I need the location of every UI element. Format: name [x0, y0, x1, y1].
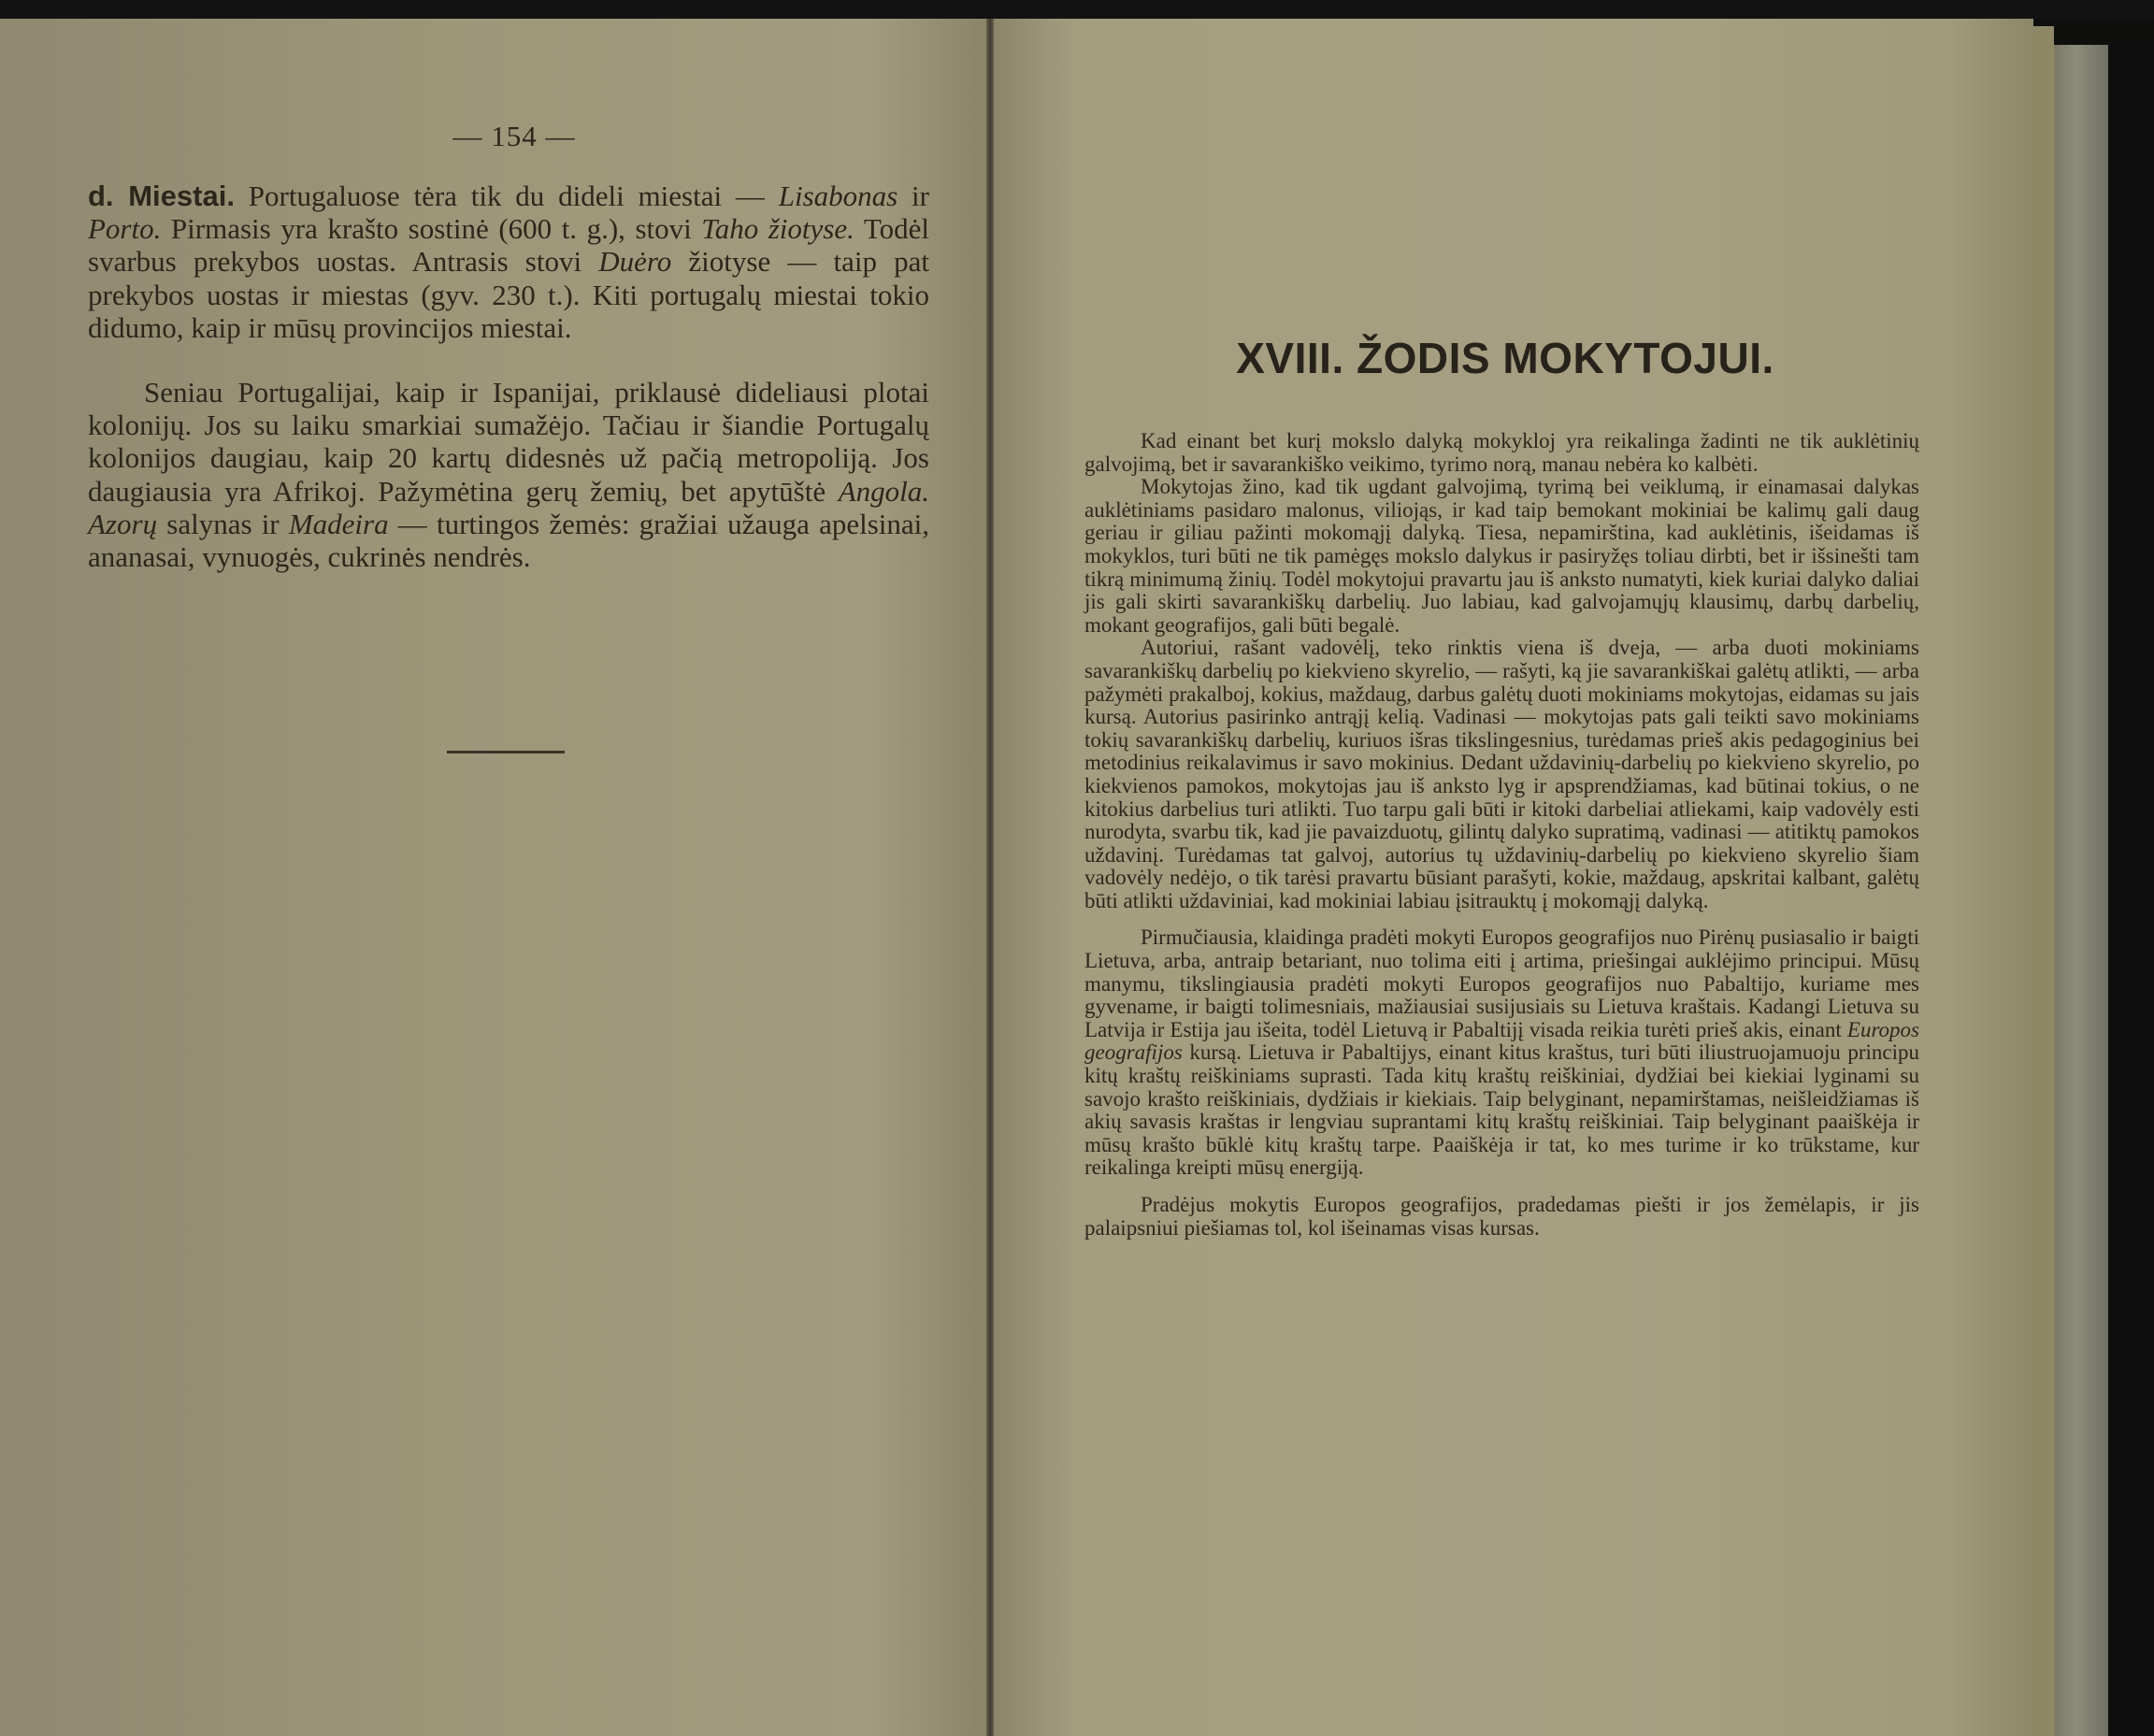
paragraph: Mokytojas žino, kad tik ugdant galvojimą, tyrimą bei veiklumą, ir einamasai dalykas auklėtiniams pasidaro malonus, viliojąs, ir kad taip bemokant mokiniai be kalimų gali daug geriau ir giliau pažinti mokomąjį dalyką. Tiesa, nepamirština, kad auklėtinis, išeidamas iš mokyklos, turi būti ne tik pamėgęs mokslo dalykus ir pasiryžęs toliau dirbti, bet ir išsinešti tam tikrą minimumą žinių. Todėl mokytojui pravartu jau iš anksto numatyti, kiek kuriai dalyko daliai jis gali skirti savarankiškų darbelių. Juo labiau, kad galvojamųjų klausimų, darbų darbelių, mokant geografijos, gali būti begalė. — [1084, 475, 1919, 637]
right-page-body — [1084, 430, 1919, 1240]
place-name: Angola. — [838, 474, 929, 508]
place-name: Madeira — [288, 507, 389, 540]
scan-top-border — [0, 0, 2154, 19]
book-cover-edge — [2054, 45, 2108, 1736]
chapter-title: XVIII. ŽODIS MOKYTOJUI. — [1236, 334, 1774, 382]
left-page-body — [88, 179, 929, 573]
section-label: d. Miestai. — [88, 179, 235, 212]
book-gutter — [986, 19, 994, 1736]
paragraph-colonies: Seniau Portugalijai, kaip ir Ispanijai, priklausė dideliausi plotai kolonijų. Jos su laiku smarkiai sumažėjo. Tačiau ir šiandie Portugalų kolonijos daugiau, kaip 20 kartų didesnės už pačią metropoliją. Jos daugiausia yra Afrikoj. Pažymėtina gerų žemių, bet apytūštė Angola. Azorų salynas ir Madeira — turtingos žemės: gražiai užauga apelsinai, ananasai, vynuogės, cukrinės nendrės. — [88, 376, 930, 574]
section-end-rule — [447, 751, 565, 753]
river-name: Duėro — [598, 245, 672, 279]
scan-background — [2108, 45, 2154, 1736]
page-number: — 154 — — [452, 120, 576, 152]
course-name: Europos geografijos — [1084, 1017, 1919, 1065]
paragraph: Pirmučiausia, klaidinga pradėti mokyti Europos geografijos nuo Pirėnų pusiasalio ir baigti Lietuva, arba, antraip betariant, nuo tolima eiti į artima, priešingai auklėjimo principui. Mūsų manymu, tikslingiausia pradėti mokyti Europos geografijos nuo Pabaltijo, kuriame mes gyvename, ir baigti tolimesniais, mažiausiai susijusiais su Lietuva kraštais. Kadangi Lietuva su Latvija ir Estija jau išeita, todėl Lietuvą ir Pabaltijį visada reikia turėti prieš akis, einant Europos geografijos kursą. Lietuva ir Pabaltijys, einant kitus kraštus, turi būti iliustruojamuoju principu kitų kraštų reiškiniams suprasti. Tada kitų kraštų reiškiniai, dydžiai bei kiekiai lyginami su savojo krašto reiškiniais, dydžiais ir kiekiais. Taip belyginant, nepamirštamas, neišleidžiamas iš akių savasis kraštas ir lengviau suprantami kitų kraštų reiškiniai. Taip belyginant paaiškėja ir mūsų krašto būklė kitų kraštų tarpe. Paaiškėja ir tat, ko mes turime ir ko trūkstame, kur reikalinga kreipti mūsų energiją. — [1084, 925, 1919, 1180]
city-name: Porto. — [88, 212, 162, 246]
river-mouth-name: Taho žiotyse. — [701, 212, 854, 246]
place-name: Azorų — [88, 507, 158, 540]
city-name: Lisabonas — [778, 179, 898, 212]
page-edge-stack — [2033, 26, 2054, 1736]
paragraph: Autoriui, rašant vadovėlį, teko rinktis viena iš dveja, — arba duoti mokiniams savarankiškų darbelių po kiekvieno skyrelio, — rašyti, ką jie savarankiškai galėtų atlikti, — arba pažymėti prakalboj, kokius, maždaug, darbus galėtų duoti mokiniams mokytojas, eidamas su jais kursą. Autorius pasirinko antrąjį kelią. Vadinasi — mokytojas pats gali teikti savo mokiniams tokių savarankiškų darbelių, kuriuos išras tikslingesnius, turėdamas prieš akis pedagoginius bei metodinius reikalavimus ir savo mokinius. Dedant uždavinių-darbelių po kiekvieno skyrelio, po kiekvienos pamokos, mokytojas jau iš anksto lyg ir apsprendžiamas, kad būtinai tokius, o ne kitokius darbelius turi atlikti. Tuo tarpu gali būti ir kitoki darbeliai atliekami, kaip vadovėly esti nurodyta, svarbu tik, kad jie pavaizduotų, gilintų dalyko supratimą, vadinasi — atitiktų pamokos uždavinį. Turėdamas tat galvoj, autorius tų uždavinių-darbelių po kiekvieno skyrelio šiam vadovėly nedėjo, o tik tarėsi pravartu būsiant parašyti, kokie, maždaug, apskritai kalbant, galėtų būti atlikti uždaviniai, kad mokiniai labiau įsitrauktų į mokomąjį dalyką. — [1084, 636, 1919, 912]
paragraph: Pradėjus mokytis Europos geografijos, pradedamas piešti ir jos žemėlapis, ir jis palaipsniui piešiamas tol, kol išeinamas visas kursas. — [1084, 1193, 1919, 1240]
paragraph: Kad einant bet kurį mokslo dalyką mokykloj yra reikalinga žadinti ne tik auklėtinių galvojimą, bet ir savarankiško veikimo, tyrimo norą, manau nebėra ko kalbėti. — [1084, 429, 1919, 476]
paragraph-miestai: d. Miestai. Portugaluose tėra tik du dideli miestai — Lisabonas ir Porto. Pirmasis yra krašto sostinė (600 t. g.), stovi Taho žiotyse. Todėl svarbus prekybos uostas. Antrasis stovi Duėro žiotyse — taip pat prekybos uostas ir miestas (gyv. 230 t.). Kiti portugalų miestai tokio didumo, kaip ir mūsų provincijos miestai. — [88, 179, 930, 344]
